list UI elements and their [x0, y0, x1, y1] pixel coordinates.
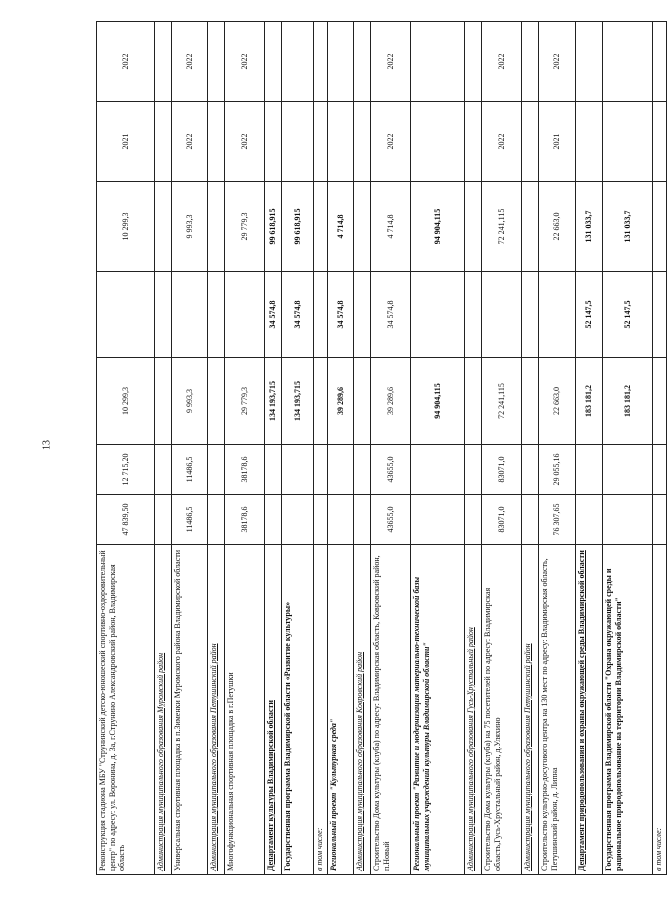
- regional-funds-cell: 72 241,115: [482, 182, 522, 272]
- remaining-cost-cell: [522, 445, 539, 495]
- object-name-cell: Реконструкция стадиона МБУ "Струнинский детско-юношеский спортивно-оздоровительный центр" по адресу: ул. Воронина, д. 3а, г.Струнино Александровский район, Владимирская область: [97, 545, 155, 875]
- federal-funds-cell: [172, 272, 208, 358]
- funding-total-cell: [155, 358, 172, 445]
- end-year-cell: 2022: [539, 22, 576, 102]
- end-year-cell: [465, 22, 482, 102]
- end-year-cell: 2022: [371, 22, 411, 102]
- page-number: 13: [41, 440, 53, 450]
- end-year-cell: 2022: [482, 22, 522, 102]
- start-year-cell: 2021: [97, 102, 155, 182]
- start-year-cell: 2022: [225, 102, 265, 182]
- table-row: [411, 22, 465, 875]
- total-cost-cell: 38178,6: [225, 495, 265, 545]
- regional-funds-cell: 131 033,7: [576, 182, 603, 272]
- table-row: [225, 22, 265, 875]
- start-year-cell: [265, 102, 282, 182]
- start-year-cell: 2022: [172, 102, 208, 182]
- table-row: [653, 22, 667, 875]
- regional-funds-cell: 29 779,3: [225, 182, 265, 272]
- object-name-cell: Администрация муниципального образования Ковровский район: [354, 545, 371, 875]
- object-name-cell: в том числе:: [653, 545, 667, 875]
- total-cost-cell: [314, 495, 328, 545]
- table-row: [603, 22, 653, 875]
- regional-funds-cell: 131 033,7: [603, 182, 653, 272]
- funding-total-cell: 39 289,6: [371, 358, 411, 445]
- table-row: [208, 22, 225, 875]
- table-row: [314, 22, 328, 875]
- remaining-cost-cell: 12 715,20: [97, 445, 155, 495]
- regional-funds-cell: 99 618,915: [282, 182, 314, 272]
- total-cost-cell: [354, 495, 371, 545]
- remaining-cost-cell: [653, 445, 667, 495]
- table-row: [465, 22, 482, 875]
- end-year-cell: [208, 22, 225, 102]
- total-cost-cell: [208, 495, 225, 545]
- object-name-cell: Администрация муниципального образования Петушинский район: [522, 545, 539, 875]
- end-year-cell: [328, 22, 354, 102]
- table-row: [172, 22, 208, 875]
- regional-funds-cell: [314, 182, 328, 272]
- start-year-cell: [411, 102, 465, 182]
- end-year-cell: [265, 22, 282, 102]
- start-year-cell: [465, 102, 482, 182]
- total-cost-cell: [265, 495, 282, 545]
- total-cost-cell: 11486,5: [172, 495, 208, 545]
- funding-total-cell: 72 241,115: [482, 358, 522, 445]
- federal-funds-cell: [482, 272, 522, 358]
- remaining-cost-cell: [265, 445, 282, 495]
- table-row: [354, 22, 371, 875]
- federal-funds-cell: [411, 272, 465, 358]
- remaining-cost-cell: 38178,6: [225, 445, 265, 495]
- federal-funds-cell: [155, 272, 172, 358]
- regional-funds-cell: [354, 182, 371, 272]
- federal-funds-cell: 52 147,5: [576, 272, 603, 358]
- total-cost-cell: [282, 495, 314, 545]
- end-year-cell: [522, 22, 539, 102]
- object-name-cell: Универсальная спортивная площадка в п.Зименки Муромского района Владимирской области: [172, 545, 208, 875]
- end-year-cell: [282, 22, 314, 102]
- remaining-cost-cell: [603, 445, 653, 495]
- end-year-cell: 2022: [225, 22, 265, 102]
- start-year-cell: [576, 102, 603, 182]
- funding-total-cell: 9 993,3: [172, 358, 208, 445]
- total-cost-cell: [465, 495, 482, 545]
- federal-funds-cell: [354, 272, 371, 358]
- total-cost-cell: [653, 495, 667, 545]
- start-year-cell: [208, 102, 225, 182]
- federal-funds-cell: 52 147,5: [603, 272, 653, 358]
- funding-total-cell: 29 779,3: [225, 358, 265, 445]
- federal-funds-cell: 34 574,8: [282, 272, 314, 358]
- federal-funds-cell: [539, 272, 576, 358]
- remaining-cost-cell: [576, 445, 603, 495]
- start-year-cell: [522, 102, 539, 182]
- funding-total-cell: 10 299,3: [97, 358, 155, 445]
- end-year-cell: [354, 22, 371, 102]
- funding-total-cell: [354, 358, 371, 445]
- federal-funds-cell: 34 574,8: [265, 272, 282, 358]
- remaining-cost-cell: [328, 445, 354, 495]
- funding-total-cell: 94 904,115: [411, 358, 465, 445]
- start-year-cell: [328, 102, 354, 182]
- start-year-cell: [603, 102, 653, 182]
- total-cost-cell: [155, 495, 172, 545]
- regional-funds-cell: [208, 182, 225, 272]
- table-row: [522, 22, 539, 875]
- start-year-cell: [282, 102, 314, 182]
- end-year-cell: [653, 22, 667, 102]
- federal-funds-cell: [314, 272, 328, 358]
- budget-table: [96, 22, 663, 875]
- object-name-cell: Администрация муниципального образования Гусь-Хрустальный район: [465, 545, 482, 875]
- table-row: [482, 22, 522, 875]
- regional-funds-cell: 9 993,3: [172, 182, 208, 272]
- federal-funds-cell: [522, 272, 539, 358]
- remaining-cost-cell: [208, 445, 225, 495]
- funding-total-cell: [465, 358, 482, 445]
- start-year-cell: 2022: [371, 102, 411, 182]
- total-cost-cell: 76 307,65: [539, 495, 576, 545]
- object-name-cell: Региональный проект "Культурная среда": [328, 545, 354, 875]
- funding-total-cell: 183 181,2: [576, 358, 603, 445]
- federal-funds-cell: [465, 272, 482, 358]
- regional-funds-cell: [653, 182, 667, 272]
- funding-total-cell: 183 181,2: [603, 358, 653, 445]
- total-cost-cell: [576, 495, 603, 545]
- federal-funds-cell: [208, 272, 225, 358]
- regional-funds-cell: [522, 182, 539, 272]
- remaining-cost-cell: [411, 445, 465, 495]
- total-cost-cell: 83071,0: [482, 495, 522, 545]
- regional-funds-cell: 22 663,0: [539, 182, 576, 272]
- object-name-cell: Многофункциональная спортивная площадка в г.Петушки: [225, 545, 265, 875]
- end-year-cell: [411, 22, 465, 102]
- funding-total-cell: [314, 358, 328, 445]
- funding-total-cell: 134 193,715: [282, 358, 314, 445]
- end-year-cell: [314, 22, 328, 102]
- end-year-cell: [576, 22, 603, 102]
- end-year-cell: [603, 22, 653, 102]
- funding-total-cell: [208, 358, 225, 445]
- federal-funds-cell: [225, 272, 265, 358]
- federal-funds-cell: [653, 272, 667, 358]
- funding-total-cell: 134 193,715: [265, 358, 282, 445]
- table-row: [576, 22, 603, 875]
- regional-funds-cell: 94 904,115: [411, 182, 465, 272]
- object-name-cell: Администрация муниципального образования Муромский район: [155, 545, 172, 875]
- start-year-cell: [155, 102, 172, 182]
- federal-funds-cell: 34 574,8: [371, 272, 411, 358]
- regional-funds-cell: 10 299,3: [97, 182, 155, 272]
- table-row: [155, 22, 172, 875]
- remaining-cost-cell: 11486,5: [172, 445, 208, 495]
- object-name-cell: Департамент природопользования и охраны окружающей среды Владимирской области: [576, 545, 603, 875]
- regional-funds-cell: [155, 182, 172, 272]
- table-row: [371, 22, 411, 875]
- regional-funds-cell: [465, 182, 482, 272]
- total-cost-cell: [411, 495, 465, 545]
- total-cost-cell: 43655,0: [371, 495, 411, 545]
- object-name-cell: Строительство Дома культуры (клуба) на 75 посетителей по адресу: Владимирская область,Гусь-Хрустальный район, д.Уляхино: [482, 545, 522, 875]
- remaining-cost-cell: [465, 445, 482, 495]
- object-name-cell: Администрация муниципального образования Петушинский район: [208, 545, 225, 875]
- end-year-cell: [155, 22, 172, 102]
- remaining-cost-cell: 29 055,16: [539, 445, 576, 495]
- funding-total-cell: [522, 358, 539, 445]
- start-year-cell: 2021: [539, 102, 576, 182]
- end-year-cell: 2022: [172, 22, 208, 102]
- start-year-cell: [354, 102, 371, 182]
- table-row: [328, 22, 354, 875]
- budget-table-grid: [96, 21, 667, 875]
- funding-total-cell: 39 289,6: [328, 358, 354, 445]
- object-name-cell: в том числе:: [314, 545, 328, 875]
- start-year-cell: [653, 102, 667, 182]
- object-name-cell: Государственная программа Владимирской области «Развитие культуры»: [282, 545, 314, 875]
- object-name-cell: Строительство культурно-досугового центра на 130 мест по адресу: Владимирская область, Петушинский район, д. Липна: [539, 545, 576, 875]
- remaining-cost-cell: 83071,0: [482, 445, 522, 495]
- table-row: [282, 22, 314, 875]
- remaining-cost-cell: [155, 445, 172, 495]
- remaining-cost-cell: 43655,0: [371, 445, 411, 495]
- remaining-cost-cell: [282, 445, 314, 495]
- table-row: [265, 22, 282, 875]
- regional-funds-cell: 99 618,915: [265, 182, 282, 272]
- regional-funds-cell: 4 714,8: [371, 182, 411, 272]
- remaining-cost-cell: [314, 445, 328, 495]
- total-cost-cell: [522, 495, 539, 545]
- total-cost-cell: [603, 495, 653, 545]
- start-year-cell: 2022: [482, 102, 522, 182]
- start-year-cell: [314, 102, 328, 182]
- object-name-cell: Государственная программа Владимирской области "Охрана окружающей среды и рациональное природопользование на территории Владимирской области": [603, 545, 653, 875]
- funding-total-cell: [653, 358, 667, 445]
- federal-funds-cell: 34 574,8: [328, 272, 354, 358]
- total-cost-cell: [328, 495, 354, 545]
- funding-total-cell: 22 663,0: [539, 358, 576, 445]
- federal-funds-cell: [97, 272, 155, 358]
- remaining-cost-cell: [354, 445, 371, 495]
- object-name-cell: Региональный проект "Развитие и модернизация материально-технической базы муниципальных учреждений культуры Владимирской области": [411, 545, 465, 875]
- object-name-cell: Департамент культуры Владимирской области: [265, 545, 282, 875]
- object-name-cell: Строительство Дома культуры (клуба) по адресу: Владимирская область, Ковровский район, п.Новый: [371, 545, 411, 875]
- table-row: [97, 22, 155, 875]
- total-cost-cell: 47 839,50: [97, 495, 155, 545]
- table-row: [539, 22, 576, 875]
- regional-funds-cell: 4 714,8: [328, 182, 354, 272]
- end-year-cell: 2022: [97, 22, 155, 102]
